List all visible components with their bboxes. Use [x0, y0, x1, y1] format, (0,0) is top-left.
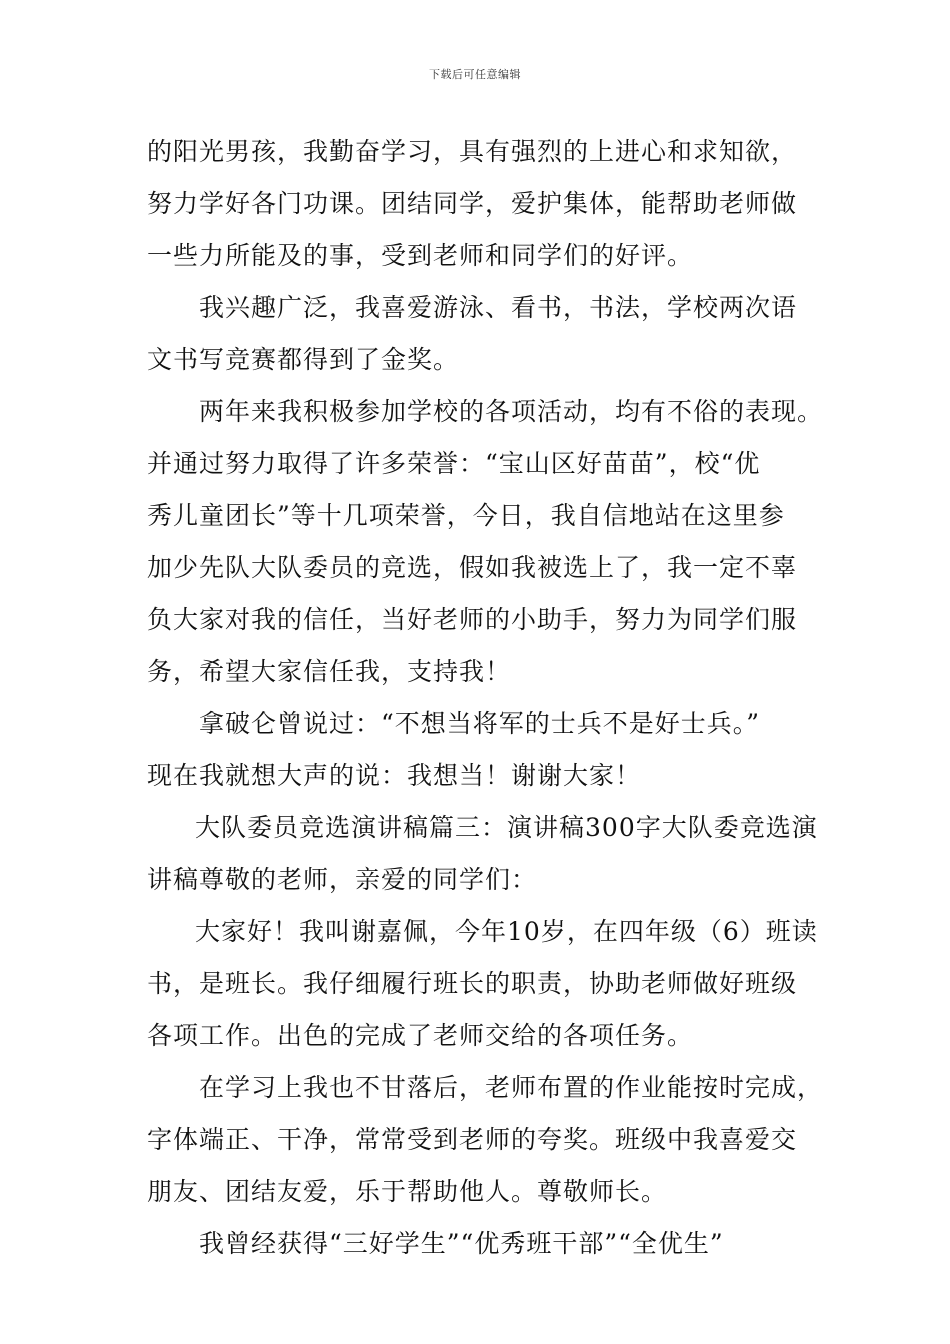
text-line: 文书写竞赛都得到了金奖。	[147, 345, 460, 374]
paragraph-start-line: 拿破仑曾说过：“不想当将军的士兵不是好士兵。”	[199, 709, 761, 738]
page-header: 下载后可任意编辑	[429, 68, 521, 81]
text-line: 秀儿童团长”等十几项荣誉，今日，我自信地站在这里参	[147, 501, 785, 530]
text-line: 书，是班长。我仔细履行班长的职责，协助老师做好班级	[147, 969, 798, 998]
paragraph-start-line: 两年来我积极参加学校的各项活动，均有不俗的表现。	[199, 397, 824, 426]
paragraph-start-line: 大家好！我叫谢嘉佩，今年10岁，在四年级（6）班读	[195, 917, 818, 946]
text-line: 的阳光男孩，我勤奋学习，具有强烈的上进心和求知欲，	[147, 137, 798, 166]
text-line: 负大家对我的信任，当好老师的小助手，努力为同学们服	[147, 605, 798, 634]
text-line: 务，希望大家信任我，支持我！	[147, 657, 512, 686]
paragraph-start-line: 大队委员竞选演讲稿篇三：演讲稿300字大队委竞选演	[195, 813, 818, 842]
paragraph-start-line: 我曾经获得“三好学生”“优秀班干部”“全优生”	[199, 1229, 724, 1258]
text-line: 努力学好各门功课。团结同学，爱护集体，能帮助老师做	[147, 189, 798, 218]
document-body	[147, 126, 827, 1270]
text-line: 朋友、团结友爱，乐于帮助他人。尊敬师长。	[147, 1177, 668, 1206]
text-line: 加少先队大队委员的竞选，假如我被选上了，我一定不辜	[147, 553, 798, 582]
text-line: 讲稿尊敬的老师，亲爱的同学们：	[147, 865, 538, 894]
text-line: 一些力所能及的事，受到老师和同学们的好评。	[147, 241, 694, 270]
text-line: 各项工作。出色的完成了老师交给的各项任务。	[147, 1021, 694, 1050]
text-line: 字体端正、干净，常常受到老师的夸奖。班级中我喜爱交	[147, 1125, 798, 1154]
text-line: 并通过努力取得了许多荣誉：“宝山区好苗苗”，校“优	[147, 449, 761, 478]
text-line: 现在我就想大声的说：我想当！谢谢大家！	[147, 761, 642, 790]
paragraph-start-line: 我兴趣广泛，我喜爱游泳、看书，书法，学校两次语	[199, 293, 798, 322]
paragraph-start-line: 在学习上我也不甘落后，老师布置的作业能按时完成，	[199, 1073, 824, 1102]
